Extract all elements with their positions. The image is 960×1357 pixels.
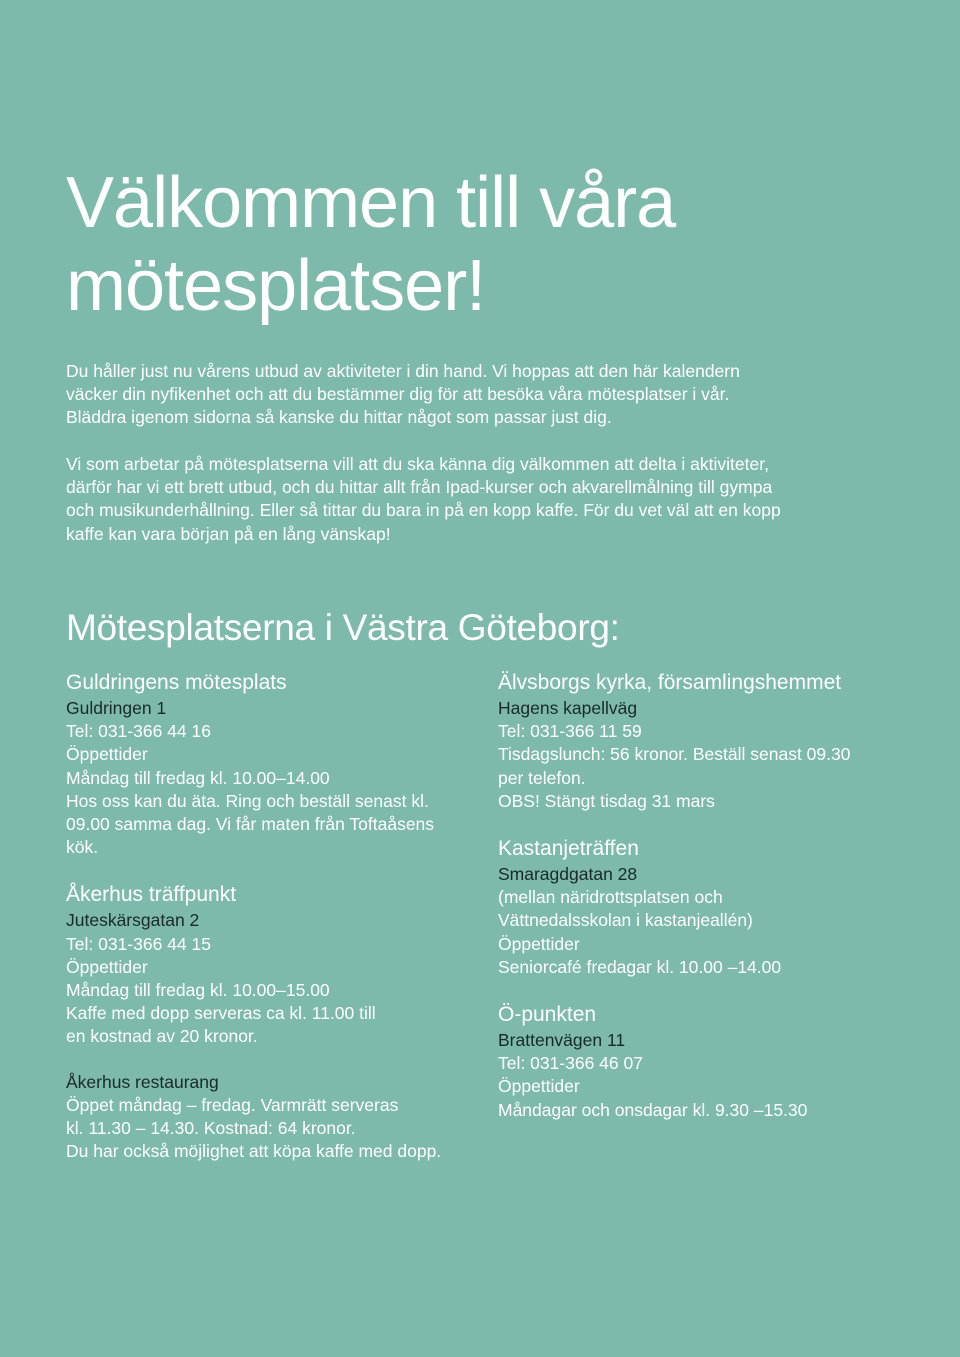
venue-line: Tel: 031-366 44 15 — [66, 933, 211, 954]
venue-line: Tel: 031-366 46 07 — [498, 1053, 643, 1074]
venue-address: Brattenvägen 11 — [498, 1030, 626, 1051]
intro-paragraph-2 — [66, 453, 896, 546]
intro-line: Du håller just nu vårens utbud av aktiviteter i din hand. Vi hoppas att den här kalendern — [66, 361, 740, 381]
venue-akerhus-restaurang — [66, 1071, 476, 1164]
venue-line: kök. — [66, 837, 99, 858]
venue-name: Ö-punkten — [498, 1003, 597, 1027]
venue-guldringen — [66, 669, 476, 859]
venue-address: Smaragdgatan 28 — [498, 864, 638, 885]
intro-line: kaffe kan vara början på en lång vänskap! — [66, 523, 391, 544]
venue-line: Seniorcafé fredagar kl. 10.00 –14.00 — [498, 956, 782, 977]
venue-line: Du har också möjlighet att köpa kaffe med dopp. — [66, 1141, 442, 1162]
venue-address: Hagens kapellväg — [498, 698, 638, 718]
right-column — [498, 669, 898, 1144]
venue-o-punkten — [498, 1001, 898, 1122]
venue-line: Kaffe med dopp serveras ca kl. 11.00 till — [66, 1003, 376, 1024]
venue-name: Åkerhus träffpunkt — [66, 883, 237, 907]
intro-line: därför har vi ett brett utbud, och du hittar allt från Ipad-kurser och akvarellmålning till gympa — [66, 477, 773, 498]
intro-paragraph-1 — [66, 360, 866, 430]
venue-line: Vättnedalsskolan i kastanjeallén) — [498, 910, 753, 931]
venue-line: 09.00 samma dag. Vi får maten från Toftaåsens — [66, 814, 435, 835]
venue-line: Tel: 031-366 11 59 — [498, 721, 642, 742]
intro-line: väcker din nyfikenhet och att du bestämmer dig för att besöka våra mötesplatser i vår. — [66, 384, 730, 405]
venue-line: Tisdagslunch: 56 kronor. Beställ senast 09.30 — [498, 744, 851, 765]
venue-name: Älvsborgs kyrka, församlingshemmet — [498, 671, 842, 694]
venue-line: Öppettider — [498, 933, 580, 954]
venue-line: OBS! Stängt tisdag 31 mars — [498, 790, 715, 811]
section-heading: Mötesplatserna i Västra Göteborg: — [66, 607, 620, 648]
venue-name: Kastanjeträffen — [498, 837, 639, 861]
venue-line: Öppettider — [498, 1076, 580, 1097]
venue-address: Guldringen 1 — [66, 698, 167, 718]
venue-address: Juteskärsgatan 2 — [66, 910, 200, 931]
venue-akerhus — [66, 881, 476, 1048]
venue-kastanjetraffen — [498, 835, 898, 979]
intro-line: Bläddra igenom sidorna så kanske du hittar något som passar just dig. — [66, 407, 612, 428]
title-line-1: Välkommen till våra — [66, 163, 676, 243]
intro-line: Vi som arbetar på mötesplatserna vill att du ska känna dig välkommen att delta i aktiviteter, — [66, 454, 769, 474]
venue-line: Öppet måndag – fredag. Varmrätt serveras — [66, 1094, 399, 1115]
venue-line: kl. 11.30 – 14.30. Kostnad: 64 kronor. — [66, 1118, 356, 1139]
venue-line: en kostnad av 20 kronor. — [66, 1026, 258, 1047]
venue-name: Åkerhus restaurang — [66, 1071, 219, 1092]
venue-line: per telefon. — [498, 767, 586, 788]
title-line-2: mötesplatser! — [66, 246, 486, 326]
venue-line: (mellan näridrottsplatsen och — [498, 887, 723, 908]
venue-name: Guldringens mötesplats — [66, 671, 287, 694]
page-title — [66, 162, 926, 328]
venue-line: Öppettider — [66, 956, 148, 977]
intro-line: och musikunderhållning. Eller så tittar du bara in på en kopp kaffe. För du vet väl att en kopp — [66, 500, 781, 521]
venue-line: Måndag till fredag kl. 10.00–14.00 — [66, 767, 330, 788]
venue-alvsborg — [498, 669, 898, 813]
venue-line: Hos oss kan du äta. Ring och beställ senast kl. — [66, 790, 429, 811]
left-column — [66, 669, 476, 1185]
venue-line: Öppettider — [66, 744, 148, 765]
venue-line: Tel: 031-366 44 16 — [66, 721, 211, 742]
venue-line: Måndagar och onsdagar kl. 9.30 –15.30 — [498, 1099, 808, 1120]
venue-line: Måndag till fredag kl. 10.00–15.00 — [66, 980, 330, 1001]
